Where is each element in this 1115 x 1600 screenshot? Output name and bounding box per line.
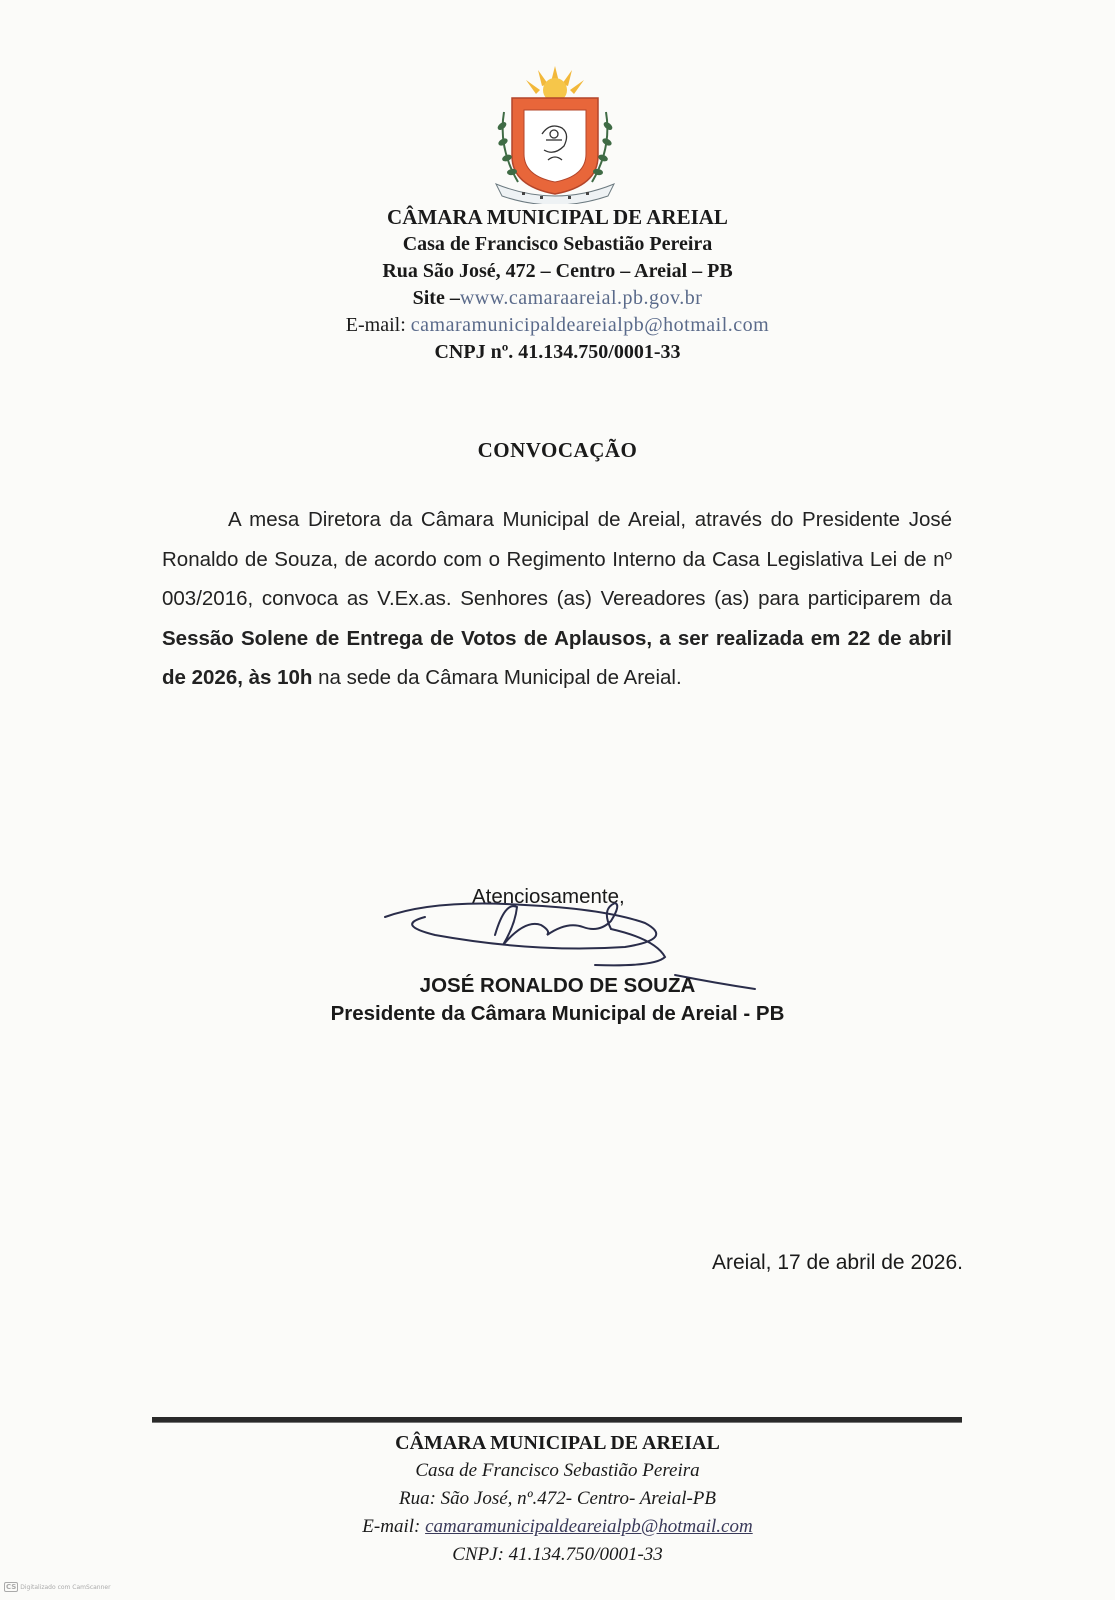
body-text-part2: na sede da Câmara Municipal de Areial. <box>312 666 682 689</box>
site-line <box>200 285 915 312</box>
footer-email-label: E-mail: <box>362 1516 421 1537</box>
footer-email-address[interactable]: camaramunicipaldeareialpb@hotmail.com <box>425 1516 753 1537</box>
coat-of-arms-icon <box>490 64 620 204</box>
closing-greeting: Atenciosamente, <box>472 885 625 908</box>
letterhead <box>200 204 915 366</box>
cnpj: CNPJ nº. 41.134.750/0001-33 <box>434 341 681 363</box>
footer-house-name: Casa de Francisco Sebastião Pereira <box>415 1460 700 1481</box>
footer <box>200 1429 915 1569</box>
document-title: CONVOCAÇÃO <box>477 438 638 462</box>
scanner-logo-icon: CS <box>6 1583 17 1591</box>
site-url[interactable]: www.camaraareial.pb.gov.br <box>459 287 703 309</box>
convocation-body <box>162 500 952 698</box>
address: Rua São José, 472 – Centro – Areial – PB <box>382 260 733 282</box>
footer-divider <box>152 1417 962 1423</box>
body-text-part1: A mesa Diretora da Câmara Municipal de Areial, através do Presidente José Ronaldo de Souza, de acordo com o Regimento Interno da Casa Legislativa Lei de nº 003/2016, convoca as V.Ex.as. Senhores (as) Vereadores (as) para participarem da <box>162 508 952 610</box>
house-name: Casa de Francisco Sebastião Pereira <box>402 233 713 255</box>
site-label: Site – <box>412 287 460 309</box>
footer-institution-name: CÂMARA MUNICIPAL DE AREIAL <box>395 1432 720 1454</box>
scanner-watermark <box>4 1582 111 1592</box>
footer-address: Rua: São José, nº.472- Centro- Areial-PB <box>398 1488 717 1509</box>
date-line: Areial, 17 de abril de 2026. <box>711 1251 963 1274</box>
scanner-text: Digitalizado com CamScanner <box>20 1584 111 1591</box>
signer-role: Presidente da Câmara Municipal de Areial - PB <box>330 1002 785 1025</box>
body-text-bold: Sessão Solene de Entrega de Votos de Aplausos, a ser realizada em 22 de abril de 2026, às 10h <box>162 626 952 689</box>
email-label: E-mail: <box>345 314 406 336</box>
email-line <box>200 312 915 339</box>
institution-name: CÂMARA MUNICIPAL DE AREIAL <box>387 205 728 229</box>
footer-cnpj: CNPJ: 41.134.750/0001-33 <box>452 1544 663 1565</box>
footer-email-line <box>200 1513 915 1541</box>
signer-name: JOSÉ RONALDO DE SOUZA <box>419 974 696 997</box>
email-address[interactable]: camaramunicipaldeareialpb@hotmail.com <box>410 314 770 336</box>
